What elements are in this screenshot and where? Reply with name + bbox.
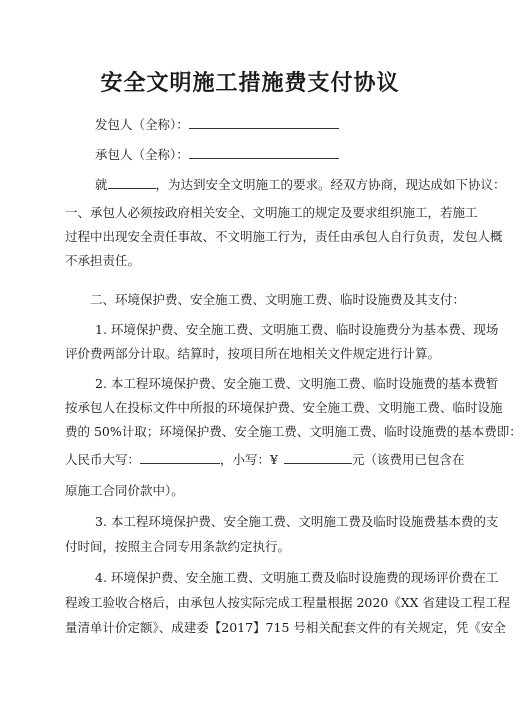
item-3-line-2: 付时间，按照主合同专用条款约定执行。 <box>65 539 291 554</box>
item-4-line-3: 量清单计价定额》、成建委【2017】715 号相关配套文件的有关规定，凭《安全 <box>65 620 506 635</box>
amount-words-blank <box>140 451 220 464</box>
item-2-line-2: 按承包人在投标文件中所报的环境保护费、安全施工费、文明施工费、临时设施 <box>65 400 503 415</box>
item-4-line-2: 程竣工验收合格后，由承包人按实际完成工程量根据 2020《XX 省建设工程工程 <box>65 595 511 610</box>
intro-text: ，为达到安全文明施工的要求。经双方协商，现达成如下协议： <box>155 177 506 192</box>
employer-label: 发包人（全称）： <box>95 117 189 132</box>
intro-prefix: 就 <box>95 177 108 192</box>
clause-1-line-3: 不承担责任。 <box>65 253 141 268</box>
item-3-line-1: 3. 本工程环境保护费、安全施工费、文明施工费及临时设施费基本费的支 <box>95 514 499 529</box>
clause-2-heading: 二、环境保护费、安全施工费、文明施工费、临时设施费及其支付： <box>90 292 466 307</box>
item-4-line-1: 4. 环境保护费、安全施工费、文明施工费及临时设施费的现场评价费在工 <box>95 570 499 585</box>
project-blank <box>108 176 156 189</box>
item-1-line-2: 评价费两部分计取。结算时，按项目所在地相关文件规定进行计算。 <box>65 346 441 361</box>
contractor-line <box>95 146 467 163</box>
clause-1-line-2: 过程中出现安全责任事故、不文明施工行为，责任由承包人自行负责，发包人概 <box>65 229 503 244</box>
contractor-label: 承包人（全称）： <box>95 147 189 162</box>
amount-line <box>65 451 465 468</box>
document-title: 安全文明施工措施费支付协议 <box>100 71 400 96</box>
item-2-line-5: 原施工合同价款中）。 <box>65 483 184 498</box>
employer-line <box>95 116 467 133</box>
item-2-line-3: 费的 50%计取；环境保护费、安全施工费、文明施工费、临时设施费的基本费即： <box>65 424 522 439</box>
amount-note: 元（该费用已包含在 <box>351 452 465 467</box>
item-2-line-1: 2. 本工程环境保护费、安全施工费、文明施工费、临时设施费的基本费暂 <box>95 376 499 391</box>
amount-figures-blank <box>284 451 352 464</box>
clause-1-line-1: 一、承包人必须按政府相关安全、文明施工的规定及要求组织施工，若施工 <box>65 205 478 220</box>
intro-line <box>95 176 506 193</box>
employer-blank <box>189 116 339 129</box>
contractor-blank <box>189 146 339 159</box>
amount-words-label: 人民币大写： <box>65 452 141 467</box>
amount-figures-label: ，小写：¥ <box>220 452 278 467</box>
item-1-line-1: 1. 环境保护费、安全施工费、文明施工费、临时设施费分为基本费、现场 <box>95 322 499 337</box>
